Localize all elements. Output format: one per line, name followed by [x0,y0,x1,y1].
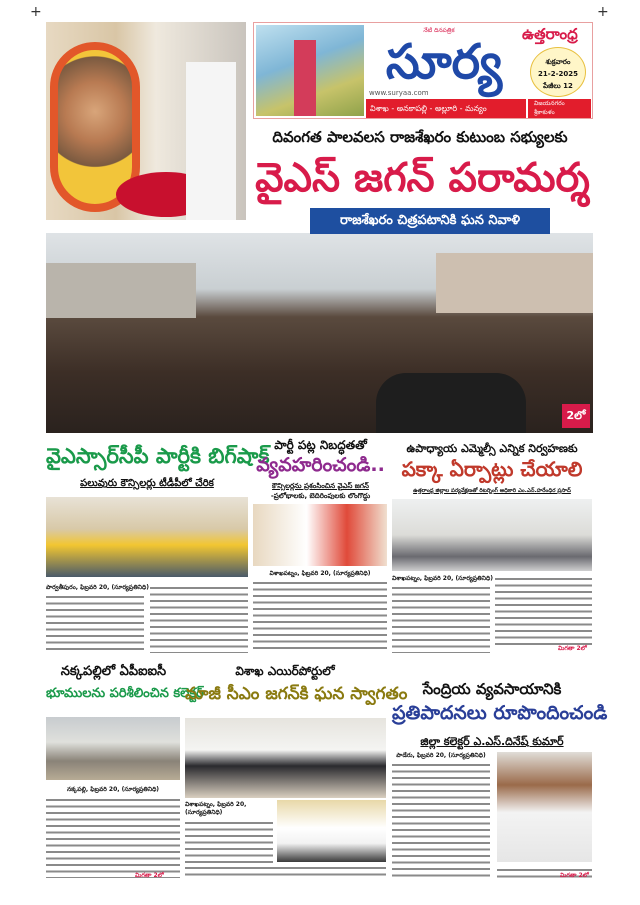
story-b-right-headline: ప్రతిపాదనలు రూపొందించండి [392,702,608,724]
story-mid-kicker: పార్టీ పట్ల నిబద్ధతతో [274,438,367,452]
airport-welcome-photo [185,718,386,798]
masthead-landscape [256,25,364,116]
lead-kicker: దివంగత పాలవలస రాజశేఖరం కుటుంబ సభ్యులకు [272,128,568,146]
story-b-right-body [392,761,490,879]
story-right-kicker: ఉపాధ్యాయ ఎమ్మెల్సీ ఎన్నిక నిర్వహణకు [406,442,578,455]
masthead-website: www.suryaa.com [369,89,429,97]
story-right-headline: పక్కా ఏర్పాట్లు చేయాలి [401,457,583,481]
continued-link[interactable]: మిగతా 2లో [560,872,589,879]
story-b-right-subhead: జిల్లా కలెక్టర్ ఎ.ఎస్.దినేష్ కుమార్ [420,735,564,748]
district-srikakulam: శ్రీకాకుళం [534,109,555,116]
tribute-photo [46,22,246,220]
district-box [528,99,591,118]
story-left-dateline: పార్వతీపురం, ఫిబ్రవరి 20, (సూర్యప్రతినిధి) [46,584,149,591]
story-mid-headline: వ్యవహరించండి.. [256,454,385,476]
councillors-photo [46,497,248,577]
story-b-left-headline: భూములను పరిశీలించిన కలెక్టర్ [46,686,204,701]
story-b-right-dateline: పాడేరు, ఫిబ్రవరి 20, (సూర్యప్రతినిధి) [396,752,486,759]
story-left-subhead: పలువురు కౌన్సిలర్లు టీడీపీలో చేరిక [80,478,214,489]
story-right-dateline: విశాఖపట్నం, ఫిబ్రవరి 20, (సూర్యప్రతినిధి) [392,575,493,582]
story-right-body [495,575,592,645]
story-mid-body [253,579,387,653]
story-left-body [150,584,248,653]
story-left-body [46,593,144,653]
continued-link[interactable]: మిగతా 2లో [135,872,164,879]
story-left-headline: వైఎస్సార్‌సీపీ పార్టీకి బిగ్‌షాక్ [46,444,270,468]
continued-badge: 2లో [562,404,590,428]
crowd-photo [46,233,593,433]
edition-label: ఉత్తరాంధ్ర [522,25,578,43]
story-b-right-kicker: సేంద్రియ వ్యవసాయానికి [422,680,562,698]
story-right-body [392,584,490,653]
story-mid-subhead: కౌన్సిలర్లను ప్రశంసించిన వైఎస్ జగన్ [272,482,369,490]
page-count: పేజీలు 12 [543,82,573,90]
jagan-meeting-photo [253,504,387,566]
story-b-mid-kicker: విశాఖ ఎయిర్‌పోర్టులో [235,664,335,678]
story-mid-subhead: -ప్రలోభాలకు, బెదిరింపులకు లొంగొద్దు [270,492,371,500]
story-b-left-body [46,796,180,878]
story-b-left-dateline: నక్కపల్లి, ఫిబ్రవరి 20, (సూర్యప్రతినిధి) [66,786,160,793]
story-b-mid-body [185,819,273,863]
masthead-logo: సూర్య [385,34,503,90]
airport-group-photo [277,800,386,862]
story-mid-dateline: విశాఖపట్నం, ఫిబ్రవరి 20, (సూర్యప్రతినిధి) [269,570,371,577]
continued-link[interactable]: మిగతా 2లో [558,645,587,652]
story-b-mid-headline: మాజీ సీఎం జగన్‌కి ఘన స్వాగతం [185,684,408,704]
date-circle [530,47,586,97]
issue-day: శుక్రవారం [545,58,571,66]
masthead-tagline: నేటి దినపత్రిక [423,27,455,34]
district-vizianagaram: విజయనగరం [534,100,565,107]
land-inspection-photo [46,717,180,780]
collector-photo [497,752,592,862]
lead-subhead: రాజశేఖరం చిత్రపటానికి ఘన నివాళి [310,208,550,234]
crop-mark: + [30,4,42,20]
story-b-left-kicker: నక్కపల్లిలో ఏపీఐఐసీ [60,664,167,679]
story-b-mid-body [185,864,386,878]
issue-date: 21-2-2025 [538,70,578,78]
story-right-subhead: ఉత్తరాంధ్ర జిల్లాల పర్యవేక్షణతో రిటర్నింగ్ అధికారి ఎం.ఎన్.హరేంధిర ప్రసాద్ [413,488,571,494]
district-band: విశాఖ - అనకాపల్లి - అల్లూరి - మన్యం [366,99,526,118]
officials-meeting-photo [392,499,592,571]
crop-mark: + [597,4,609,20]
masthead [253,22,593,119]
lead-headline: వైఎస్ జగన్ పరామర్శ [255,155,590,201]
story-b-mid-dateline: విశాఖపట్నం, ఫిబ్రవరి 20, (సూర్యప్రతినిధి) [185,801,247,816]
